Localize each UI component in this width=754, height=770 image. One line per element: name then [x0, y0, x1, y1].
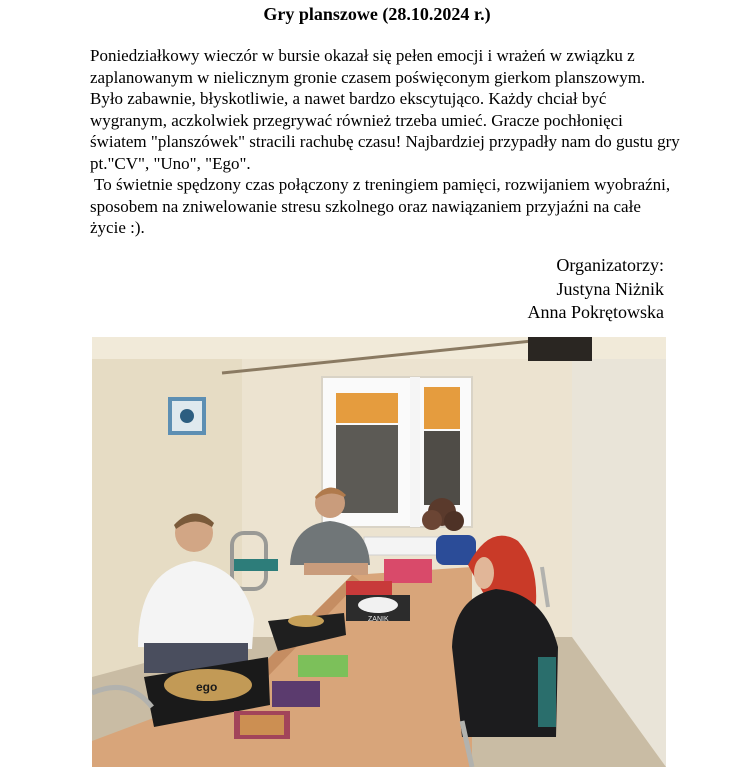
organizers-heading: Organizatorzy: [556, 255, 664, 275]
wall-speaker [528, 337, 592, 361]
document-title: Gry planszowe (28.10.2024 r.) [263, 4, 491, 24]
blue-jacket [436, 535, 476, 565]
box-label-zanik: ZANIK [368, 616, 389, 623]
organizers-block [364, 254, 664, 325]
organizer-name-2: Anna Pokrętowska [527, 302, 664, 322]
box-label-ego: ego [196, 680, 218, 694]
paragraph-2: To świetnie spędzony czas połączony z treningiem pamięci, rozwijaniem wyobraźni, sposobem na zniwelowanie stresu szkolnego oraz nawiązaniem przyjaźni na całe życie :). [90, 175, 671, 237]
event-photo [92, 337, 666, 767]
paragraph-1: Poniedziałkowy wieczór w bursie okazał się pełen emocji i wrażeń w związku z zaplanowanym w nielicznym gronie czasem poświęconym gierkom planszowym. Było zabawnie, błyskotliwie, a nawet bardzo ekscytująco. Każdy chciał być wygranym, aczkolwiek przegrywać również trzeba umieć. Gracze pochłonięci światem "planszówek" stracili rachubę czasu! Najbardziej przypadły nam do gustu gry pt."CV", "Uno", "Ego". [90, 46, 680, 173]
organizer-name-1: Justyna Niżnik [556, 278, 664, 299]
article-body [90, 45, 680, 239]
